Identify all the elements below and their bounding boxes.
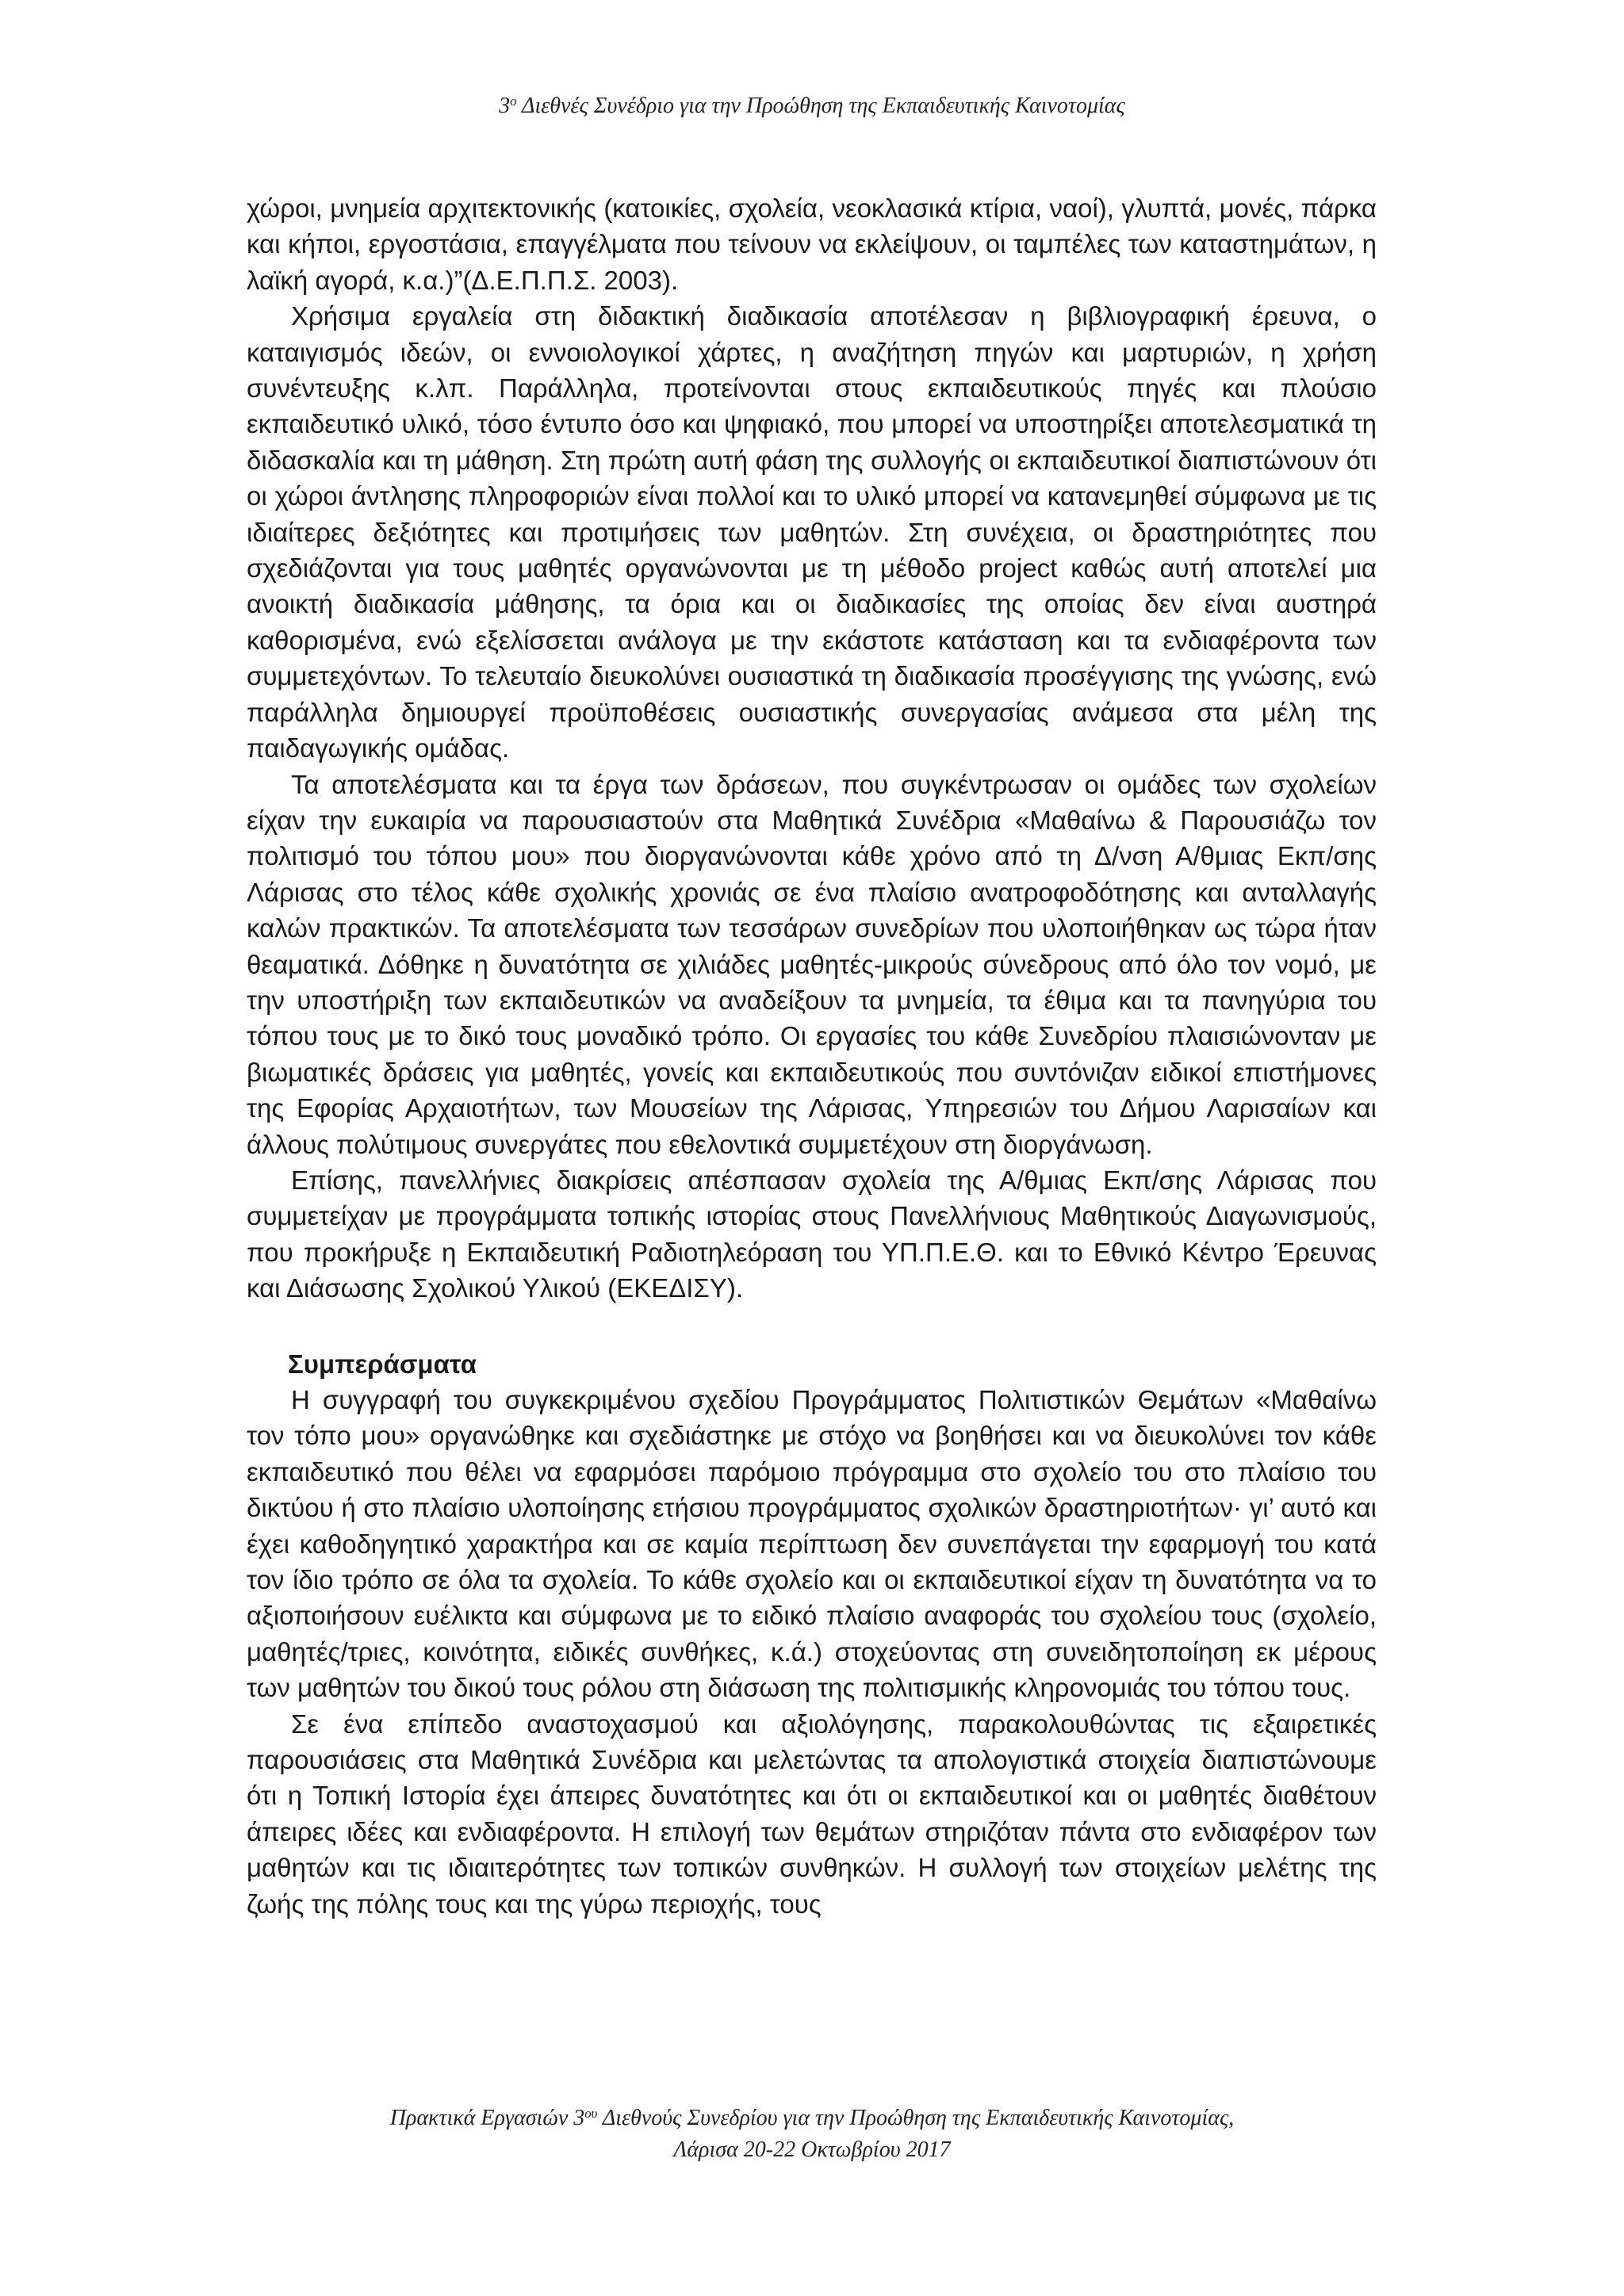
footer-ordinal-suffix: ου bbox=[584, 2105, 598, 2121]
page-body bbox=[247, 190, 1377, 1922]
paragraph-conclusions-design: Η συγγραφή του συγκεκριμένου σχεδίου Προγράμματος Πολιτιστικών Θεμάτων «Μαθαίνω τον τόπο μου» οργανώθηκε και σχεδιάστηκε με στόχο να βοηθήσει και να διευκολύνει τον κάθε εκπαιδευτικό που θέλει να εφαρμόσει παρόμοιο πρόγραμμα στο σχολείο του στο πλαίσιο του δικτύου ή στο πλαίσιο υλοποίησης ετήσιου προγράμματος σχολικών δραστηριοτήτων· γι’ αυτό και έχει καθοδηγητικό χαρακτήρα και σε καμία περίπτωση δεν συνεπάγεται την εφαρμογή του κατά τον ίδιο τρόπο σε όλα τα σχολεία. Το κάθε σχολείο και οι εκπαιδευτικοί είχαν τη δυνατότητα να το αξιοποιήσουν ευέλικτα και σύμφωνα με το ειδικό πλαίσιο αναφοράς του σχολείου τους (σχολείο, μαθητές/τριες, κοινότητα, ειδικές συνθήκες, κ.ά.) στοχεύοντας στη συνειδητοποίηση εκ μέρους των μαθητών του δικού τους ρόλου στη διάσωση της πολιτισμικής κληρονομιάς του τόπου τους. bbox=[247, 1385, 1377, 1703]
paragraph-results-conferences: Τα αποτελέσματα και τα έργα των δράσεων, που συγκέντρωσαν οι ομάδες των σχολείων είχαν την ευκαιρία να παρουσιαστούν στα Μαθητικά Συνέδρια «Μαθαίνω & Παρουσιάζω τον πολιτισμό του τόπου μου» που διοργανώνονται κάθε χρόνο από τη Δ/νση Α/θμιας Εκπ/σης Λάρισας στο τέλος κάθε σχολικής χρονιάς σε ένα πλαίσιο ανατροφοδότησης και ανταλλαγής καλών πρακτικών. Τα αποτελέσματα των τεσσάρων συνεδρίων που υλοποιήθηκαν ως τώρα ήταν θεαματικά. Δόθηκε η δυνατότητα σε χιλιάδες μαθητές-μικρούς σύνεδρους από όλο τον νομό, με την υποστήριξη των εκπαιδευτικών να αναδείξουν τα μνημεία, τα έθιμα και τα πανηγύρια του τόπου τους με το δικό τους μοναδικό τρόπο. Οι εργασίες του κάθε Συνεδρίου πλαισιώνονταν με βιωματικές δράσεις για μαθητές, γονείς και εκπαιδευτικούς που συντόνιζαν ειδικοί επιστήμονες της Εφορίας Αρχαιοτήτων, των Μουσείων της Λάρισας, Υπηρεσιών του Δήμου Λαρισαίων και άλλους πολύτιμους συνεργάτες που εθελοντικά συμμετέχουν στη διοργάνωση. bbox=[247, 769, 1377, 1159]
paragraph-continuation: χώροι, μνημεία αρχιτεκτονικής (κατοικίες, σχολεία, νεοκλασικά κτίρια, ναοί), γλυπτά, μονές, πάρκα και κήποι, εργοστάσια, επαγγέλματα που τείνουν να εκλείψουν, οι ταμπέλες των καταστημάτων, η λαϊκή αγορά, κ.α.)”(Δ.Ε.Π.Π.Σ. 2003). bbox=[247, 193, 1377, 295]
header-ordinal-suffix: ο bbox=[510, 93, 517, 109]
paragraph-conclusions-evaluation: Σε ένα επίπεδο αναστοχασμού και αξιολόγησης, παρακολουθώντας τις εξαιρετικές παρουσιάσεις στα Μαθητικά Συνέδρια και μελετώντας τα απολογιστικά στοιχεία διαπιστώνουμε ότι η Τοπική Ιστορία έχει άπειρες δυνατότητες και ότι οι εκπαιδευτικοί και οι μαθητές διαθέτουν άπειρες ιδέες και ενδιαφέροντα. Η επιλογή των θεμάτων στηριζόταν πάντα στο ενδιαφέρον των μαθητών και τις ιδιαιτερότητες των τοπικών συνθηκών. Η συλλογή των στοιχείων μελέτης της ζωής της πόλης τους και της γύρω περιοχής, τους bbox=[247, 1709, 1377, 1919]
footer-text-pre: Πρακτικά Εργασιών 3 bbox=[389, 2106, 585, 2130]
paragraph-national-awards: Επίσης, πανελλήνιες διακρίσεις απέσπασαν σχολεία της Α/θμιας Εκπ/σης Λάρισας που συμμετείχαν με προγράμματα τοπικής ιστορίας στους Πανελλήνιους Μαθητικούς Διαγωνισμούς, που προκήρυξε η Εκπαιδευτική Ραδιοτηλεόραση του ΥΠ.Π.Ε.Θ. και το Εθνικό Κέντρο Έρευνας και Διάσωσης Σχολικού Υλικού (ΕΚΕΔΙΣΥ). bbox=[247, 1165, 1377, 1303]
page-footer bbox=[0, 2103, 1624, 2166]
running-header bbox=[0, 94, 1624, 119]
footer-text-post: Διεθνούς Συνεδρίου για την Προώθηση της Εκπαιδευτικής Καινοτομίας, bbox=[597, 2106, 1235, 2130]
footer-line-2: Λάρισα 20-22 Οκτωβρίου 2017 bbox=[673, 2137, 951, 2162]
header-ordinal: 3 bbox=[499, 94, 511, 118]
section-title-conclusions: Συμπεράσματα bbox=[288, 1349, 477, 1379]
header-text: Διεθνές Συνέδριο για την Προώθηση της Εκπαιδευτικής Καινοτομίας bbox=[516, 94, 1125, 118]
paragraph-teaching-tools: Χρήσιμα εργαλεία στη διδακτική διαδικασία αποτέλεσαν η βιβλιογραφική έρευνα, ο καταιγισμός ιδεών, οι εννοιολογικοί χάρτες, η αναζήτηση πηγών και μαρτυριών, η χρήση συνέντευξης κ.λπ. Παράλληλα, προτείνονται στους εκπαιδευτικούς πηγές και πλούσιο εκπαιδευτικό υλικό, τόσο έντυπο όσο και ψηφιακό, που μπορεί να υποστηρίξει αποτελεσματικά τη διδασκαλία και τη μάθηση. Στη πρώτη αυτή φάση της συλλογής οι εκπαιδευτικοί διαπιστώνουν ότι οι χώροι άντλησης πληροφοριών είναι πολλοί και το υλικό μπορεί να κατανεμηθεί σύμφωνα με τις ιδιαίτερες δεξιότητες και προτιμήσεις των μαθητών. Στη συνέχεια, οι δραστηριότητες που σχεδιάζονται για τους μαθητές οργανώνονται με τη μέθοδο project καθώς αυτή αποτελεί μια ανοικτή διαδικασία μάθησης, τα όρια και οι διαδικασίες της οποίας δεν είναι αυστηρά καθορισμένα, ενώ εξελίσσεται ανάλογα με την εκάστοτε κατάσταση και τα ενδιαφέροντα των συμμετεχόντων. Το τελευταίο διευκολύνει ουσιαστικά τη διαδικασία προσέγγισης της γνώσης, ενώ παράλληλα δημιουργεί προϋποθέσεις ουσιαστικής συνεργασίας ανάμεσα στα μέλη της παιδαγωγικής ομάδας. bbox=[247, 301, 1377, 763]
footer-line-1 bbox=[0, 2103, 1624, 2134]
